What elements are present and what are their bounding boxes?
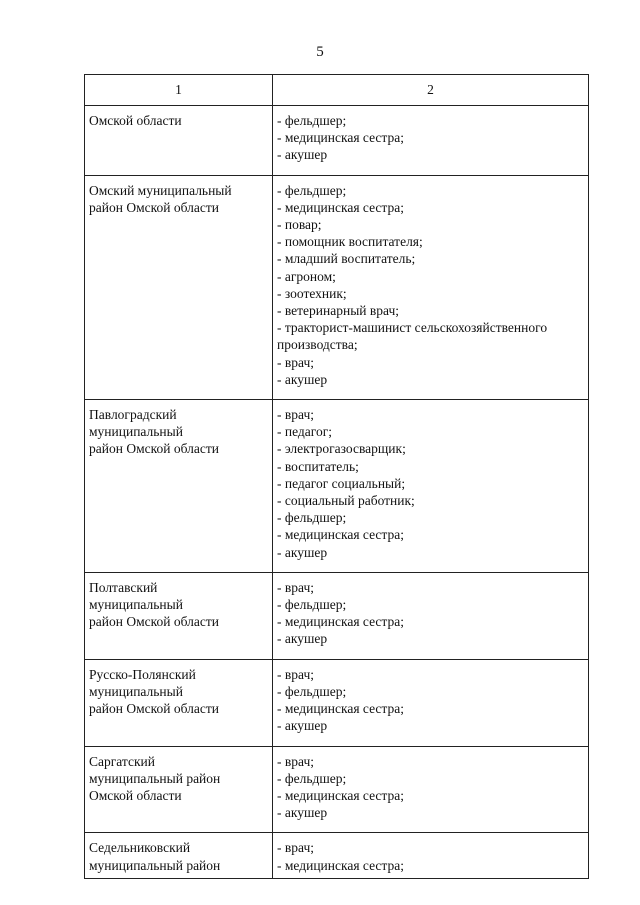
district-line: Омский муниципальный bbox=[89, 182, 232, 198]
profession-line: - агроном; bbox=[277, 268, 336, 284]
district-line: муниципальный bbox=[89, 597, 183, 613]
profession-line: - фельдшер; bbox=[277, 683, 347, 699]
profession-line: - врач; bbox=[277, 579, 314, 595]
profession-line: - врач; bbox=[277, 753, 314, 769]
district-line: Омской области bbox=[89, 787, 182, 803]
profession-line: - врач; bbox=[277, 354, 314, 370]
table-row bbox=[85, 400, 589, 573]
district-cell bbox=[85, 106, 273, 176]
district-line: Павлоградский bbox=[89, 407, 177, 423]
profession-line: - ветеринарный врач; bbox=[277, 303, 400, 319]
professions-cell bbox=[273, 106, 589, 176]
column-header-1: 1 bbox=[85, 75, 273, 106]
table-row bbox=[85, 746, 589, 833]
district-cell bbox=[85, 746, 273, 833]
professions-cell bbox=[273, 746, 589, 833]
professions-cell bbox=[273, 572, 589, 659]
profession-line: - педагог; bbox=[277, 424, 333, 440]
district-line: Седельниковский bbox=[89, 840, 191, 856]
profession-line: - медицинская сестра; bbox=[277, 857, 404, 873]
professions-cell bbox=[273, 400, 589, 573]
district-line: Саргатский bbox=[89, 753, 155, 769]
district-line: Омской области bbox=[89, 113, 182, 128]
district-line: район Омской области bbox=[89, 199, 219, 215]
profession-line: - медицинская сестра; bbox=[277, 614, 404, 630]
profession-line: - акушер bbox=[277, 718, 328, 734]
profession-line: - электрогазосварщик; bbox=[277, 441, 406, 457]
district-cell bbox=[85, 572, 273, 659]
table-row bbox=[85, 175, 589, 399]
table-header-row bbox=[85, 75, 589, 106]
profession-line: - врач; bbox=[277, 666, 314, 682]
profession-line: - медицинская сестра; bbox=[277, 787, 404, 803]
profession-line: - повар; bbox=[277, 217, 322, 233]
district-line: муниципальный bbox=[89, 683, 183, 699]
profession-line: - педагог социальный; bbox=[277, 475, 406, 491]
table-row bbox=[85, 659, 589, 746]
district-cell bbox=[85, 400, 273, 573]
profession-line: - акушер bbox=[277, 631, 328, 647]
profession-line: - медицинская сестра; bbox=[277, 199, 404, 215]
profession-line: - фельдшер; bbox=[277, 597, 347, 613]
page-number: 5 bbox=[316, 44, 324, 60]
column-header-2: 2 bbox=[273, 75, 589, 106]
professions-cell bbox=[273, 833, 589, 878]
district-line: район Омской области bbox=[89, 441, 219, 457]
professions-cell bbox=[273, 659, 589, 746]
district-line: муниципальный район bbox=[89, 857, 221, 873]
profession-line: - медицинская сестра; bbox=[277, 527, 404, 543]
profession-line: - воспитатель; bbox=[277, 458, 359, 474]
district-line: муниципальный bbox=[89, 424, 183, 440]
profession-line: - зоотехник; bbox=[277, 285, 347, 301]
profession-line: производства; bbox=[277, 337, 358, 353]
district-line: Полтавский bbox=[89, 579, 158, 595]
profession-line: - фельдшер; bbox=[277, 113, 347, 128]
profession-line: - медицинская сестра; bbox=[277, 130, 404, 146]
table-row bbox=[85, 106, 589, 176]
table-row bbox=[85, 572, 589, 659]
districts-professions-table bbox=[84, 74, 589, 879]
profession-line: - акушер bbox=[277, 805, 328, 821]
profession-line: - помощник воспитателя; bbox=[277, 234, 423, 250]
profession-line: - фельдшер; bbox=[277, 510, 347, 526]
profession-line: - младший воспитатель; bbox=[277, 251, 416, 267]
district-cell bbox=[85, 175, 273, 399]
profession-line: - врач; bbox=[277, 840, 314, 856]
district-line: район Омской области bbox=[89, 701, 219, 717]
profession-line: - акушер bbox=[277, 147, 328, 163]
district-line: район Омской области bbox=[89, 614, 219, 630]
professions-cell bbox=[273, 175, 589, 399]
profession-line: - акушер bbox=[277, 544, 328, 560]
profession-line: - акушер bbox=[277, 371, 328, 387]
district-cell bbox=[85, 833, 273, 878]
profession-line: - врач; bbox=[277, 407, 314, 423]
profession-line: - медицинская сестра; bbox=[277, 701, 404, 717]
table-row bbox=[85, 833, 589, 878]
profession-line: - фельдшер; bbox=[277, 182, 347, 198]
profession-line: - тракторист-машинист сельскохозяйственного bbox=[277, 320, 548, 336]
profession-line: - социальный работник; bbox=[277, 493, 415, 509]
profession-line: - фельдшер; bbox=[277, 770, 347, 786]
district-line: Русско-Полянский bbox=[89, 666, 196, 682]
district-cell bbox=[85, 659, 273, 746]
district-line: муниципальный район bbox=[89, 770, 221, 786]
